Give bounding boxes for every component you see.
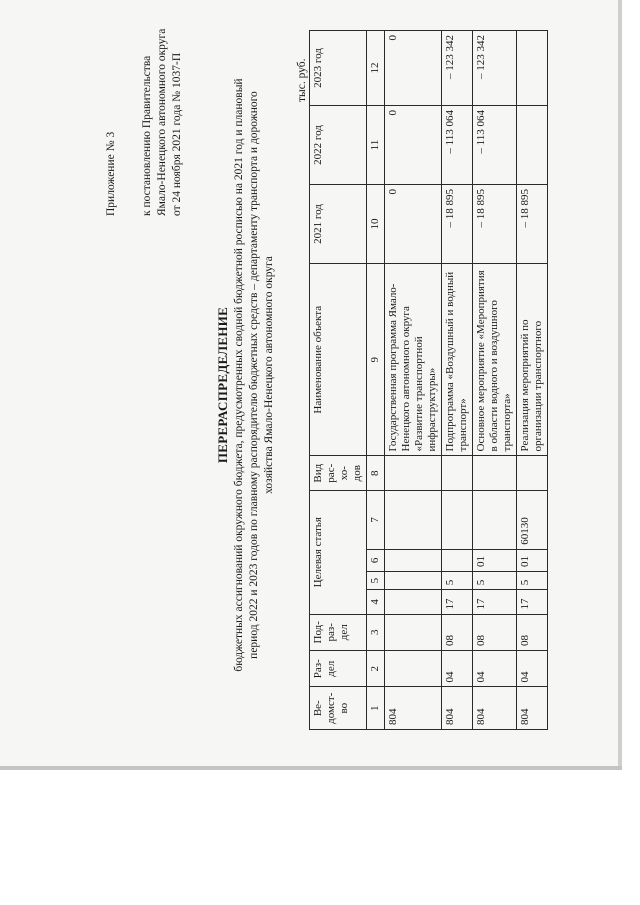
cell-vedomstvo: 804 (385, 687, 442, 730)
decree-line-2: Ямало-Ненецкого автономного округа (156, 28, 168, 216)
cell-target-4: 60130 (517, 490, 548, 549)
col-number: 9 (367, 264, 385, 456)
subtitle-line-2: период 2022 и 2023 годов по главному распорядителю бюджетных средств – департаменту транспорта и дорожного (248, 91, 260, 659)
header-2022: 2022 год (310, 106, 367, 185)
table-row (442, 31, 473, 730)
appendix-label: Приложение № 3 (105, 131, 117, 216)
document-title: ПЕРЕРАСПРЕДЕЛЕНИЕ (215, 306, 230, 464)
decree-line-3: от 24 ноября 2021 года № 1037-П (171, 52, 183, 216)
cell-target-2: 5 (517, 571, 548, 589)
cell-name: Основное мероприятие «Мероприятия в области водного и воздушного транспорта» (473, 264, 517, 456)
cell-2021: 0 (385, 185, 442, 264)
cell-target-1 (385, 590, 442, 614)
cell-name: Государственная программа Ямало-Ненецкого автономного округа «Развитие транспортной инфраструктуры» (385, 264, 442, 456)
subtitle-line-1: бюджетных ассигнований окружного бюджета, предусмотренных сводной бюджетной росписью на 2021 год и плановый (233, 78, 245, 672)
cell-razdel: 04 (473, 650, 517, 686)
page-shadow-right (618, 0, 622, 770)
table-header-row (310, 31, 367, 730)
cell-vid (517, 456, 548, 490)
cell-2021: – 18 895 (442, 185, 473, 264)
col-number: 1 (367, 687, 385, 730)
cell-name: Подпрограмма «Воздушный и водный транспорт» (442, 264, 473, 456)
cell-razdel: 04 (442, 650, 473, 686)
col-number: 7 (367, 490, 385, 549)
cell-vid (385, 456, 442, 490)
cell-podrazdel: 08 (517, 614, 548, 650)
cell-2022: – 113 064 (473, 106, 517, 185)
decree-line-1: к постановлению Правительства (141, 55, 153, 216)
cell-podrazdel: 08 (473, 614, 517, 650)
cell-razdel (385, 650, 442, 686)
cell-target-1: 17 (473, 590, 517, 614)
col-number: 10 (367, 185, 385, 264)
table-row (517, 31, 548, 730)
cell-target-2: 5 (473, 571, 517, 589)
col-number: 5 (367, 571, 385, 589)
cell-target-4 (473, 490, 517, 549)
col-number: 2 (367, 650, 385, 686)
cell-2023: – 123 342 (442, 31, 473, 106)
subtitle-line-3: хозяйства Ямало-Ненецкого автономного округа (263, 256, 275, 494)
cell-2022: 0 (385, 106, 442, 185)
cell-vedomstvo: 804 (473, 687, 517, 730)
cell-target-2 (385, 571, 442, 589)
cell-target-2: 5 (442, 571, 473, 589)
header-name: Наименование объекта (310, 264, 367, 456)
cell-target-1: 17 (442, 590, 473, 614)
cell-target-4 (385, 490, 442, 549)
cell-podrazdel (385, 614, 442, 650)
document-subtitle (232, 75, 277, 675)
header-podrazdel: Под-раз-дел (310, 614, 367, 650)
col-number: 12 (367, 31, 385, 106)
cell-2023 (517, 31, 548, 106)
col-number: 8 (367, 456, 385, 490)
cell-2023: – 123 342 (473, 31, 517, 106)
cell-target-3: 01 (473, 549, 517, 571)
table-row (473, 31, 517, 730)
col-number: 4 (367, 590, 385, 614)
unit-label: тыс. руб. (296, 58, 308, 102)
cell-podrazdel: 08 (442, 614, 473, 650)
col-number: 3 (367, 614, 385, 650)
cell-target-3 (442, 549, 473, 571)
cell-target-4 (442, 490, 473, 549)
cell-vid (473, 456, 517, 490)
cell-target-1: 17 (517, 590, 548, 614)
cell-2023: 0 (385, 31, 442, 106)
header-2023: 2023 год (310, 31, 367, 106)
budget-table (309, 30, 548, 730)
header-target: Целевая статья (310, 490, 367, 614)
cell-vedomstvo: 804 (517, 687, 548, 730)
cell-vid (442, 456, 473, 490)
cell-vedomstvo: 804 (442, 687, 473, 730)
header-vid: Вид рас-хо-дов (310, 456, 367, 490)
cell-2022 (517, 106, 548, 185)
header-2021: 2021 год (310, 185, 367, 264)
col-number: 11 (367, 106, 385, 185)
cell-target-3: 01 (517, 549, 548, 571)
column-number-row (367, 31, 385, 730)
cell-target-3 (385, 549, 442, 571)
col-number: 6 (367, 549, 385, 571)
cell-name: Реализация мероприятий по организации транспортного (517, 264, 548, 456)
header-vedomstvo: Ве-домст-во (310, 687, 367, 730)
cell-2021: – 18 895 (473, 185, 517, 264)
cell-2021: – 18 895 (517, 185, 548, 264)
header-razdel: Раз-дел (310, 650, 367, 686)
table-row (385, 31, 442, 730)
cell-2022: – 113 064 (442, 106, 473, 185)
cell-razdel: 04 (517, 650, 548, 686)
